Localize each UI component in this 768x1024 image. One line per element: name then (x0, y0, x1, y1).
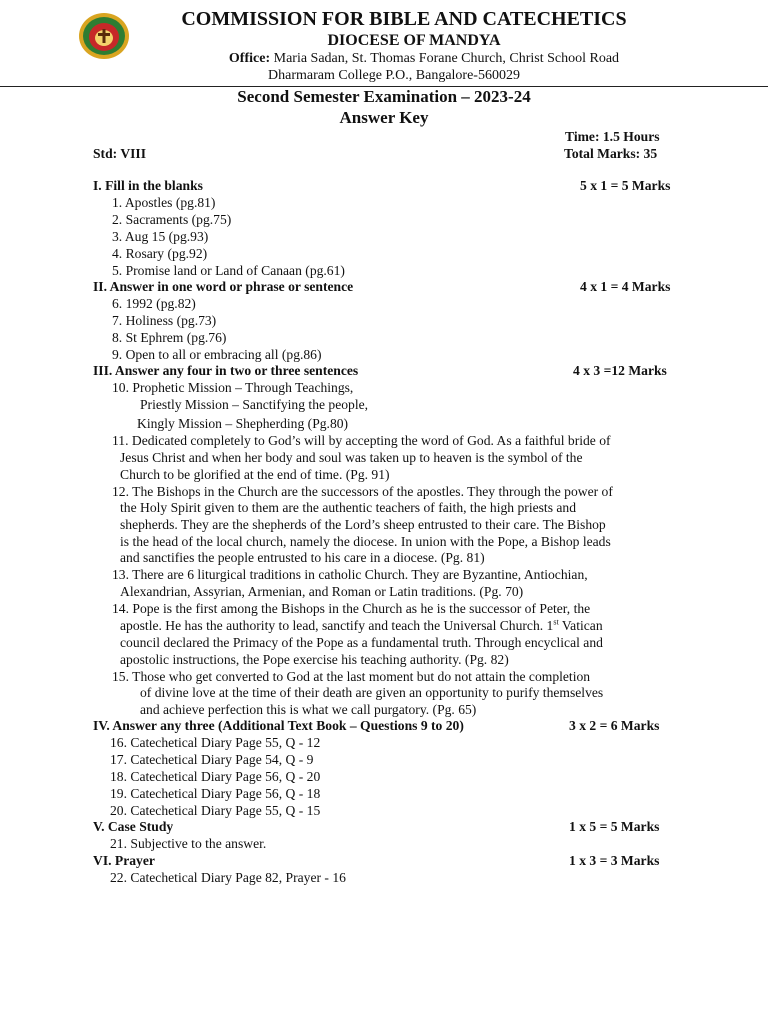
vatican-word: Vatican (558, 618, 603, 633)
section-5-marks: 1 x 5 = 5 Marks (569, 819, 660, 834)
list-item: 18. Catechetical Diary Page 56, Q - 20 (110, 769, 321, 784)
list-item: 3. Aug 15 (pg.93) (112, 229, 209, 244)
list-item: 7. Holiness (pg.73) (112, 313, 217, 328)
section-5-title: V. Case Study (93, 819, 174, 834)
answer-line: Church to be glorified at the end of time. (Pg. 91) (120, 467, 390, 482)
superscript-st: st (553, 617, 559, 627)
answer-line: apostolic instructions, the Pope exercise his teaching authority. (Pg. 82) (120, 652, 509, 667)
header-diocese: DIOCESE OF MANDYA (327, 32, 501, 49)
office-label: Office: (228, 51, 271, 66)
total-marks: Total Marks: 35 (564, 146, 658, 161)
list-item: 19. Catechetical Diary Page 56, Q - 18 (110, 786, 321, 801)
answer-line: 13. There are 6 liturgical traditions in catholic Church. They are Byzantine, Antiochian, (112, 567, 588, 582)
section-6-title: VI. Prayer (93, 853, 155, 868)
exam-time: Time: 1.5 Hours (565, 129, 660, 144)
answer-line: Jesus Christ and when her body and soul was taken up to heaven is the symbol of the (120, 450, 583, 465)
section-2-title: II. Answer in one word or phrase or sentence (93, 279, 354, 294)
list-item: 4. Rosary (pg.92) (112, 246, 208, 261)
list-item: 20. Catechetical Diary Page 55, Q - 15 (110, 803, 321, 818)
office-text: Maria Sadan, St. Thomas Forane Church, Christ School Road (273, 51, 620, 66)
header-title: COMMISSION FOR BIBLE AND CATECHETICS (181, 8, 627, 30)
answer-line: Priestly Mission – Sanctifying the people, (140, 397, 369, 412)
answer-line: and sanctifies the people entrusted to his care in a diocese. (Pg. 81) (120, 550, 485, 565)
list-item: 22. Catechetical Diary Page 82, Prayer - 16 (110, 870, 346, 885)
answer-key-title: Answer Key (339, 108, 429, 127)
list-item: 2. Sacraments (pg.75) (112, 212, 232, 227)
answer-line: the Holy Spirit given to them are the authentic teachers of faith, the high priests and (120, 500, 577, 515)
section-2-marks: 4 x 1 = 4 Marks (580, 279, 671, 294)
section-3-title: III. Answer any four in two or three sentences (93, 363, 359, 378)
list-item: 5. Promise land or Land of Canaan (pg.61) (112, 263, 345, 278)
answer-line: Kingly Mission – Shepherding (Pg.80) (137, 416, 349, 431)
answer-line: 11. Dedicated completely to God’s will by accepting the word of God. As a faithful bride of (112, 433, 611, 448)
list-item: 8. St Ephrem (pg.76) (112, 330, 227, 345)
list-item: 9. Open to all or embracing all (pg.86) (112, 347, 322, 362)
answer-line-vatican (120, 617, 603, 634)
section-4-marks: 3 x 2 = 6 Marks (569, 718, 660, 733)
answer-line-text: apostle. He has the authority to lead, sanctify and teach the Universal Church. 1 (120, 618, 554, 633)
answer-line: of divine love at the time of their death are given an opportunity to purify themselves (140, 685, 604, 700)
answer-line: shepherds. They are the shepherds of the Lord’s sheep entrusted to their care. The Bishop (120, 517, 606, 532)
section-1-marks: 5 x 1 = 5 Marks (580, 178, 671, 193)
list-item: 21. Subjective to the answer. (110, 836, 267, 851)
list-item: 1. Apostles (pg.81) (112, 195, 216, 210)
section-4-title: IV. Answer any three (Additional Text Book – Questions 9 to 20) (93, 718, 464, 733)
section-1-title: I. Fill in the blanks (93, 178, 203, 193)
section-6-marks: 1 x 3 = 3 Marks (569, 853, 660, 868)
answer-line: 12. The Bishops in the Church are the successors of the apostles. They through the power of (112, 484, 613, 499)
answer-line: 14. Pope is the first among the Bishops in the Church as he is the successor of Peter, the (112, 601, 591, 616)
header-address: Dharmaram College P.O., Bangalore-560029 (268, 68, 520, 83)
answer-line: Alexandrian, Assyrian, Armenian, and Roman or Latin traditions. (Pg. 70) (120, 584, 524, 599)
answer-line: is the head of the local church, namely the diocese. In union with the Pope, a Bishop leads (120, 534, 611, 549)
list-item: 17. Catechetical Diary Page 54, Q - 9 (110, 752, 314, 767)
answer-line: 15. Those who get converted to God at the last moment but do not attain the completion (112, 669, 591, 684)
std-label: Std: VIII (93, 146, 147, 161)
section-3-marks: 4 x 3 =12 Marks (573, 363, 667, 378)
exam-title: Second Semester Examination – 2023-24 (237, 87, 531, 106)
answer-line: and achieve perfection this is what we call purgatory. (Pg. 65) (140, 702, 477, 717)
list-item: 16. Catechetical Diary Page 55, Q - 12 (110, 735, 321, 750)
answer-line: 10. Prophetic Mission – Through Teachings, (112, 380, 354, 395)
header-office (40, 51, 768, 67)
list-item: 6. 1992 (pg.82) (112, 296, 196, 311)
answer-line: council declared the Primacy of the Pope as a fundamental truth. Through encyclical and (120, 635, 603, 650)
